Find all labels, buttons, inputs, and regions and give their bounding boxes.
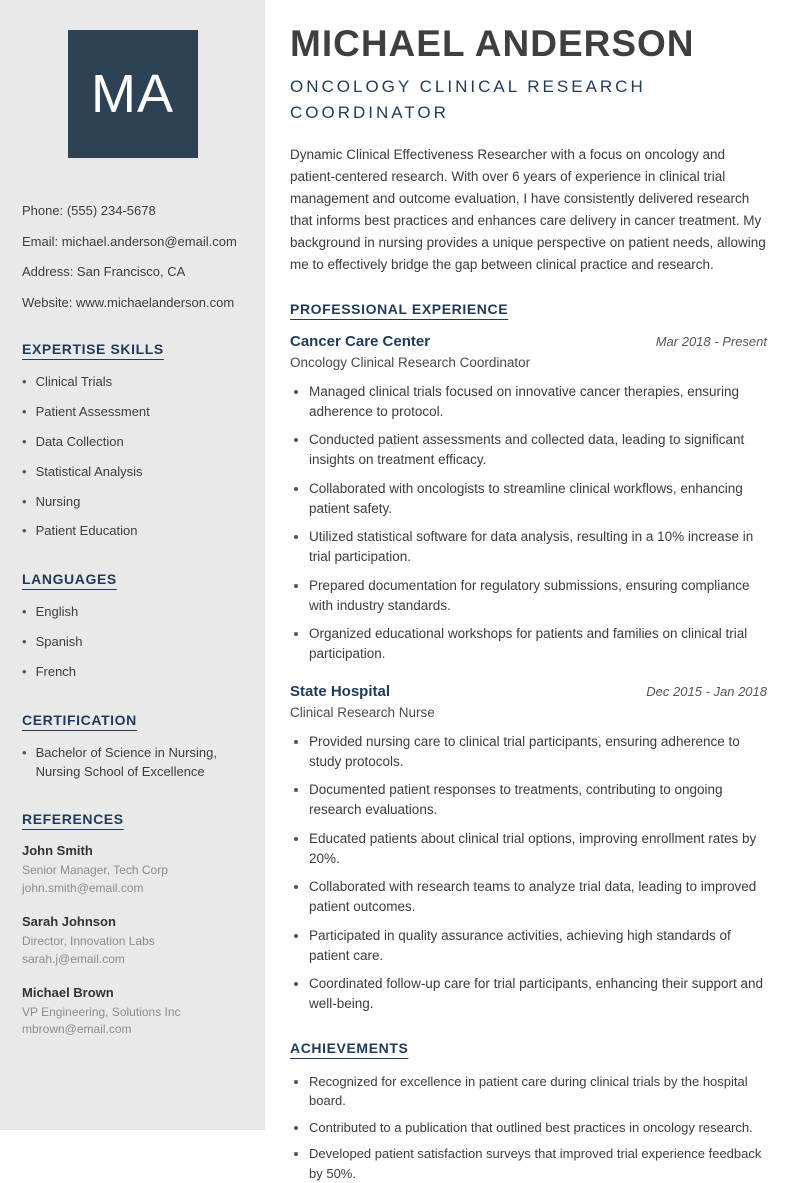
reference-name: Sarah Johnson [22, 914, 116, 930]
achievements-heading: ACHIEVEMENTS [290, 1039, 409, 1056]
language-label: Spanish [35, 634, 83, 650]
bullet-item: • Provided nursing care to clinical trial participants, ensuring adherence to study protocols. [309, 732, 767, 773]
reference-item [22, 985, 243, 1039]
bullet-item: • Contributed to a publication that outlined best practices in oncology research. [309, 1118, 767, 1138]
bullet-item: • Documented patient responses to treatments, contributing to ongoing research evaluations. [309, 780, 767, 821]
skill-label: Nursing [35, 493, 81, 509]
bullet-item: • Developed patient satisfaction surveys that improved trial experience feedback by 50%. [309, 1144, 767, 1183]
bullet-item: • Educated patients about clinical trial options, improving enrollment rates by 20%. [309, 829, 767, 870]
experience-entry [290, 683, 767, 1015]
bullet-item: • Managed clinical trials focused on innovative cancer therapies, ensuring adherence to protocol. [309, 382, 767, 423]
list-item [22, 522, 243, 541]
reference-name: Michael Brown [22, 985, 114, 1001]
list-item [22, 493, 243, 512]
bullet-icon: • [22, 634, 27, 650]
language-label: French [35, 663, 77, 679]
bullet-icon: • [22, 404, 27, 420]
bullet-item: • Prepared documentation for regulatory submissions, ensuring compliance with industry standards. [309, 576, 767, 617]
reference-title: Senior Manager, Tech Corp [22, 863, 168, 878]
bullet-icon: • [22, 663, 27, 679]
list-item [22, 373, 243, 392]
skill-label: Patient Assessment [35, 404, 150, 420]
list-item [22, 663, 243, 682]
list-item [22, 433, 243, 452]
job-bullets [290, 382, 767, 665]
job-header [290, 683, 767, 700]
achievements-list [290, 1072, 767, 1183]
reference-item [22, 914, 243, 968]
list-item [22, 603, 243, 622]
contact-phone: Phone: (555) 234-5678 [22, 203, 156, 218]
bullet-icon: • [22, 374, 27, 390]
main-content [265, 0, 800, 1181]
language-label: English [35, 604, 79, 620]
summary-paragraph: Dynamic Clinical Effectiveness Researcher with a focus on oncology and patient-centered research. With over 6 years of experience in clinical trial management and outcome evaluation, I have consistently delivered research that informs best practices and enhances care delivery in cancer treatment. My background in nursing provides a unique perspective on patient needs, allowing me to effectively bridge the gap between clinical practice and research. [290, 147, 766, 272]
monogram-initials: MA [91, 64, 174, 124]
job-bullets [290, 732, 767, 1015]
bullet-item: • Utilized statistical software for data analysis, resulting in a 10% increase in trial participation. [309, 527, 767, 568]
skills-list [22, 373, 243, 541]
job-dates: Dec 2015 - Jan 2018 [646, 683, 767, 699]
contact-info [22, 202, 243, 311]
skill-label: Statistical Analysis [35, 463, 143, 479]
reference-title: Director, Innovation Labs [22, 934, 155, 949]
monogram-avatar [68, 30, 198, 158]
job-dates: Mar 2018 - Present [655, 333, 767, 349]
bullet-item: • Recognized for excellence in patient care during clinical trials by the hospital board. [309, 1072, 767, 1111]
experience-heading: PROFESSIONAL EXPERIENCE [290, 300, 509, 317]
bullet-item: • Collaborated with research teams to analyze trial data, leading to improved patient outcomes. [309, 877, 767, 918]
references-list [22, 843, 243, 1038]
candidate-name: MICHAEL ANDERSON [290, 23, 695, 64]
list-item [22, 463, 243, 482]
certification-label: Bachelor of Science in Nursing, Nursing School of Excellence [35, 744, 217, 779]
skill-label: Data Collection [35, 433, 124, 449]
list-item [22, 403, 243, 422]
bullet-icon: • [22, 433, 27, 449]
bullet-icon: • [22, 604, 27, 620]
experience-entry [290, 333, 767, 665]
bullet-icon: • [22, 493, 27, 509]
contact-address: Address: San Francisco, CA [22, 264, 186, 280]
company-name: Cancer Care Center [290, 332, 431, 350]
certification-heading: CERTIFICATION [22, 711, 137, 728]
skill-label: Clinical Trials [35, 374, 113, 390]
bullet-item: • Coordinated follow-up care for trial participants, enhancing their support and well-being. [309, 974, 767, 1015]
job-header [290, 333, 767, 350]
languages-heading: LANGUAGES [22, 571, 117, 588]
list-item [22, 744, 243, 782]
list-item [22, 633, 243, 652]
reference-email: john.smith@email.com [22, 880, 144, 895]
job-role: Oncology Clinical Research Coordinator [290, 354, 531, 370]
certification-list [22, 744, 243, 782]
bullet-item: • Collaborated with oncologists to streamline clinical workflows, enhancing patient safety. [309, 479, 767, 520]
bullet-icon: • [22, 744, 27, 760]
skill-label: Patient Education [35, 523, 138, 539]
reference-email: mbrown@email.com [22, 1022, 132, 1037]
bullet-icon: • [22, 463, 27, 479]
bullet-icon: • [22, 523, 27, 539]
reference-email: sarah.j@email.com [22, 951, 125, 966]
reference-name: John Smith [22, 843, 93, 859]
bullet-item: • Organized educational workshops for patients and families on clinical trial participation. [309, 624, 767, 665]
reference-item [22, 843, 243, 897]
contact-email: Email: michael.anderson@email.com [22, 233, 237, 249]
company-name: State Hospital [290, 682, 391, 700]
contact-website: Website: www.michaelanderson.com [22, 294, 235, 310]
candidate-title: ONCOLOGY CLINICAL RESEARCH COORDINATOR [290, 76, 646, 123]
languages-list [22, 603, 243, 682]
bullet-item: • Participated in quality assurance activities, achieving high standards of patient care. [309, 926, 767, 967]
bullet-item: • Conducted patient assessments and collected data, leading to significant insights on treatment efficacy. [309, 430, 767, 471]
skills-heading: EXPERTISE SKILLS [22, 341, 164, 358]
sidebar [0, 0, 265, 1130]
references-heading: REFERENCES [22, 811, 124, 828]
reference-title: VP Engineering, Solutions Inc [22, 1005, 181, 1020]
job-role: Clinical Research Nurse [290, 704, 435, 720]
